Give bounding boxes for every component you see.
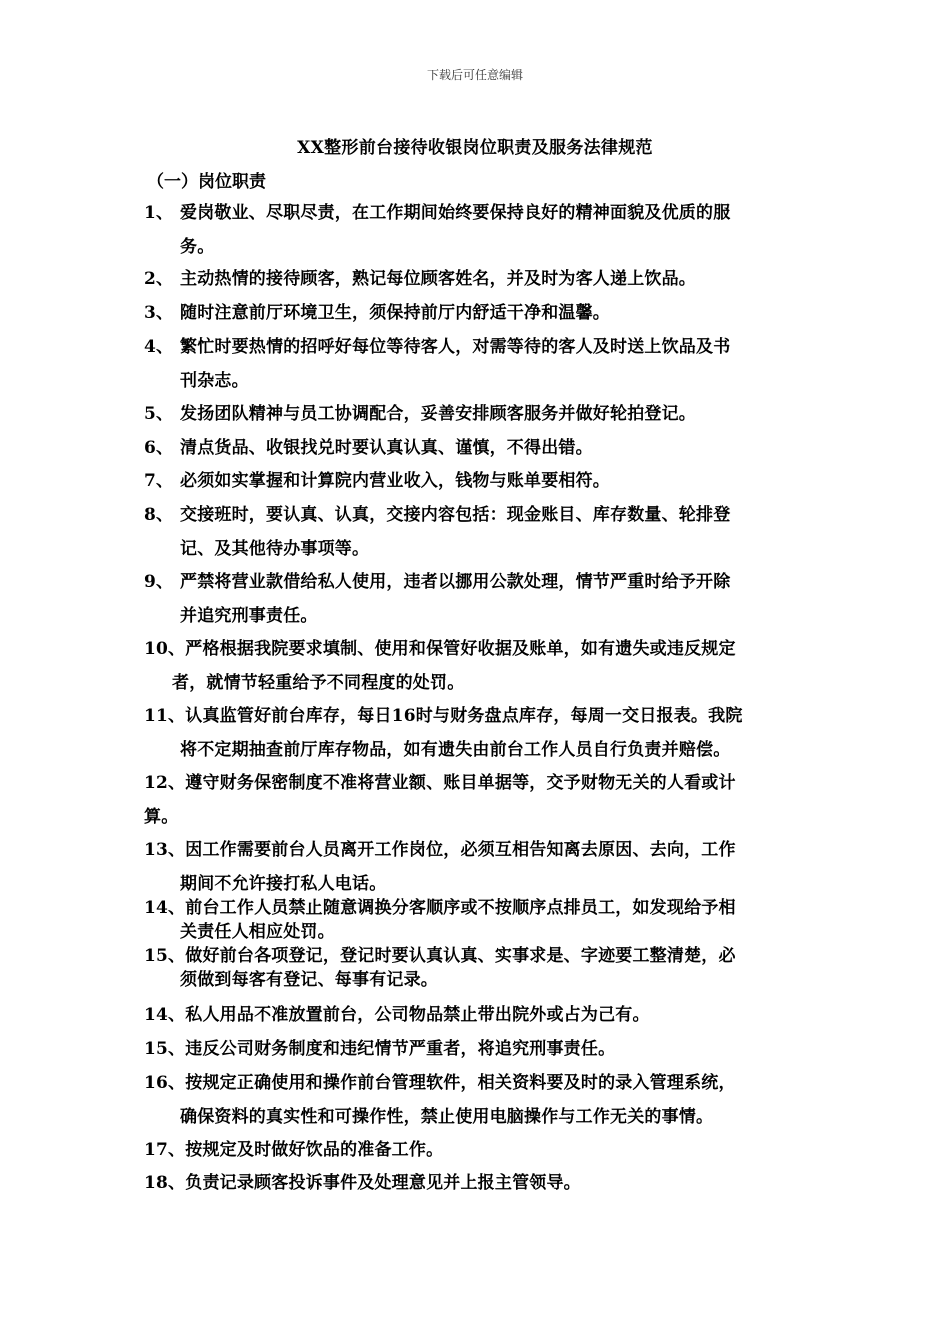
item-text: 做好前台各项登记，登记时要认真认真、实事求是、字迹要工整清楚，必 (185, 946, 736, 966)
item-text: 按规定及时做好饮品的准备工作。 (185, 1140, 444, 1160)
list-item (144, 464, 812, 498)
item-number: 16、 (144, 1073, 186, 1093)
list-item (144, 262, 812, 296)
list-item (144, 833, 812, 901)
item-text: 严禁将营业款借给私人使用，违者以挪用公款处理，情节严重时给予开除 (180, 572, 731, 592)
item-text: 私人用品不准放置前台，公司物品禁止带出院外或占为己有。 (185, 1005, 650, 1025)
list-item (144, 1066, 812, 1134)
item-text: 主动热情的接待顾客，熟记每位顾客姓名，并及时为客人递上饮品。 (180, 269, 696, 289)
item-number: 5、 (144, 404, 174, 424)
list-item (144, 699, 812, 767)
item-number: 9、 (144, 572, 174, 592)
item-number: 14、 (144, 898, 186, 918)
list-item (144, 296, 812, 330)
item-continuation: 须做到每客有登记、每事有记录。 (180, 970, 438, 990)
item-number: 4、 (144, 337, 174, 357)
list-item (144, 565, 812, 633)
list-item (144, 498, 812, 566)
item-number: 11、 (144, 706, 186, 726)
item-text: 按规定正确使用和操作前台管理软件，相关资料要及时的录入管理系统， (185, 1073, 736, 1093)
item-continuation: 者，就情节轻重给予不同程度的处罚。 (172, 673, 465, 693)
list-item (144, 1133, 812, 1167)
item-text: 负责记录顾客投诉事件及处理意见并上报主管领导。 (185, 1173, 581, 1193)
item-number: 14、 (144, 1005, 186, 1025)
item-continuation: 务。 (180, 237, 215, 257)
section-heading: （一）岗位职责 (147, 172, 266, 192)
list-item (144, 766, 812, 834)
item-continuation: 刊杂志。 (180, 371, 249, 391)
item-text: 随时注意前厅环境卫生，须保持前厅内舒适干净和温馨。 (180, 303, 610, 323)
item-text: 前台工作人员禁止随意调换分客顺序或不按顺序点排员工，如发现给予相 (185, 898, 736, 918)
item-continuation: 关责任人相应处罚。 (180, 922, 335, 942)
list-item (144, 632, 812, 700)
item-number: 10、 (144, 639, 186, 659)
item-number: 7、 (144, 471, 174, 491)
item-text: 认真监管好前台库存，每日16时与财务盘点库存，每周一交日报表。我院 (185, 706, 743, 726)
item-number: 2、 (144, 269, 174, 289)
item-number: 3、 (144, 303, 174, 323)
item-text: 遵守财务保密制度不准将营业额、账目单据等，交予财物无关的人看或计 (185, 773, 736, 793)
list-item (144, 397, 812, 431)
item-continuation: 将不定期抽查前厅库存物品，如有遗失由前台工作人员自行负责并赔偿。 (180, 740, 731, 760)
header-note: 下载后可任意编辑 (426, 68, 523, 82)
list-item (144, 896, 812, 944)
item-number: 12、 (144, 773, 186, 793)
item-text: 交接班时，要认真、认真，交接内容包括：现金账目、库存数量、轮排登 (180, 505, 731, 525)
item-text: 严格根据我院要求填制、使用和保管好收据及账单，如有遗失或违反规定 (185, 639, 736, 659)
item-continuation: 记、及其他待办事项等。 (180, 539, 370, 559)
item-text: 违反公司财务制度和违纪情节严重者，将追究刑事责任。 (185, 1039, 616, 1059)
list-item (144, 944, 812, 992)
item-continuation: 算。 (144, 807, 179, 827)
item-continuation: 并追究刑事责任。 (180, 606, 318, 626)
item-number: 8、 (144, 505, 174, 525)
item-number: 18、 (144, 1173, 186, 1193)
item-text: 清点货品、收银找兑时要认真认真、谨慎，不得出错。 (180, 438, 593, 458)
item-number: 1、 (144, 203, 174, 223)
list-item (144, 998, 812, 1032)
item-number: 13、 (144, 840, 186, 860)
item-number: 15、 (144, 946, 186, 966)
document-title: XX整形前台接待收银岗位职责及服务法律规范 (297, 138, 653, 158)
item-text: 必须如实掌握和计算院内营业收入，钱物与账单要相符。 (180, 471, 610, 491)
item-text: 爱岗敬业、尽职尽责，在工作期间始终要保持良好的精神面貌及优质的服 (180, 203, 731, 223)
item-number: 17、 (144, 1140, 186, 1160)
item-number: 6、 (144, 438, 174, 458)
item-continuation: 确保资料的真实性和可操作性，禁止使用电脑操作与工作无关的事情。 (180, 1107, 714, 1127)
item-text: 因工作需要前台人员离开工作岗位，必须互相告知离去原因、去向，工作 (185, 840, 736, 860)
list-item (144, 1032, 812, 1066)
item-number: 15、 (144, 1039, 186, 1059)
list-item (144, 330, 812, 398)
list-item (144, 1166, 812, 1200)
item-continuation: 期间不允许接打私人电话。 (180, 874, 387, 894)
list-item (144, 431, 812, 465)
item-text: 发扬团队精神与员工协调配合，妥善安排顾客服务并做好轮拍登记。 (180, 404, 696, 424)
item-text: 繁忙时要热情的招呼好每位等待客人，对需等待的客人及时送上饮品及书 (180, 337, 731, 357)
list-item (144, 196, 812, 264)
